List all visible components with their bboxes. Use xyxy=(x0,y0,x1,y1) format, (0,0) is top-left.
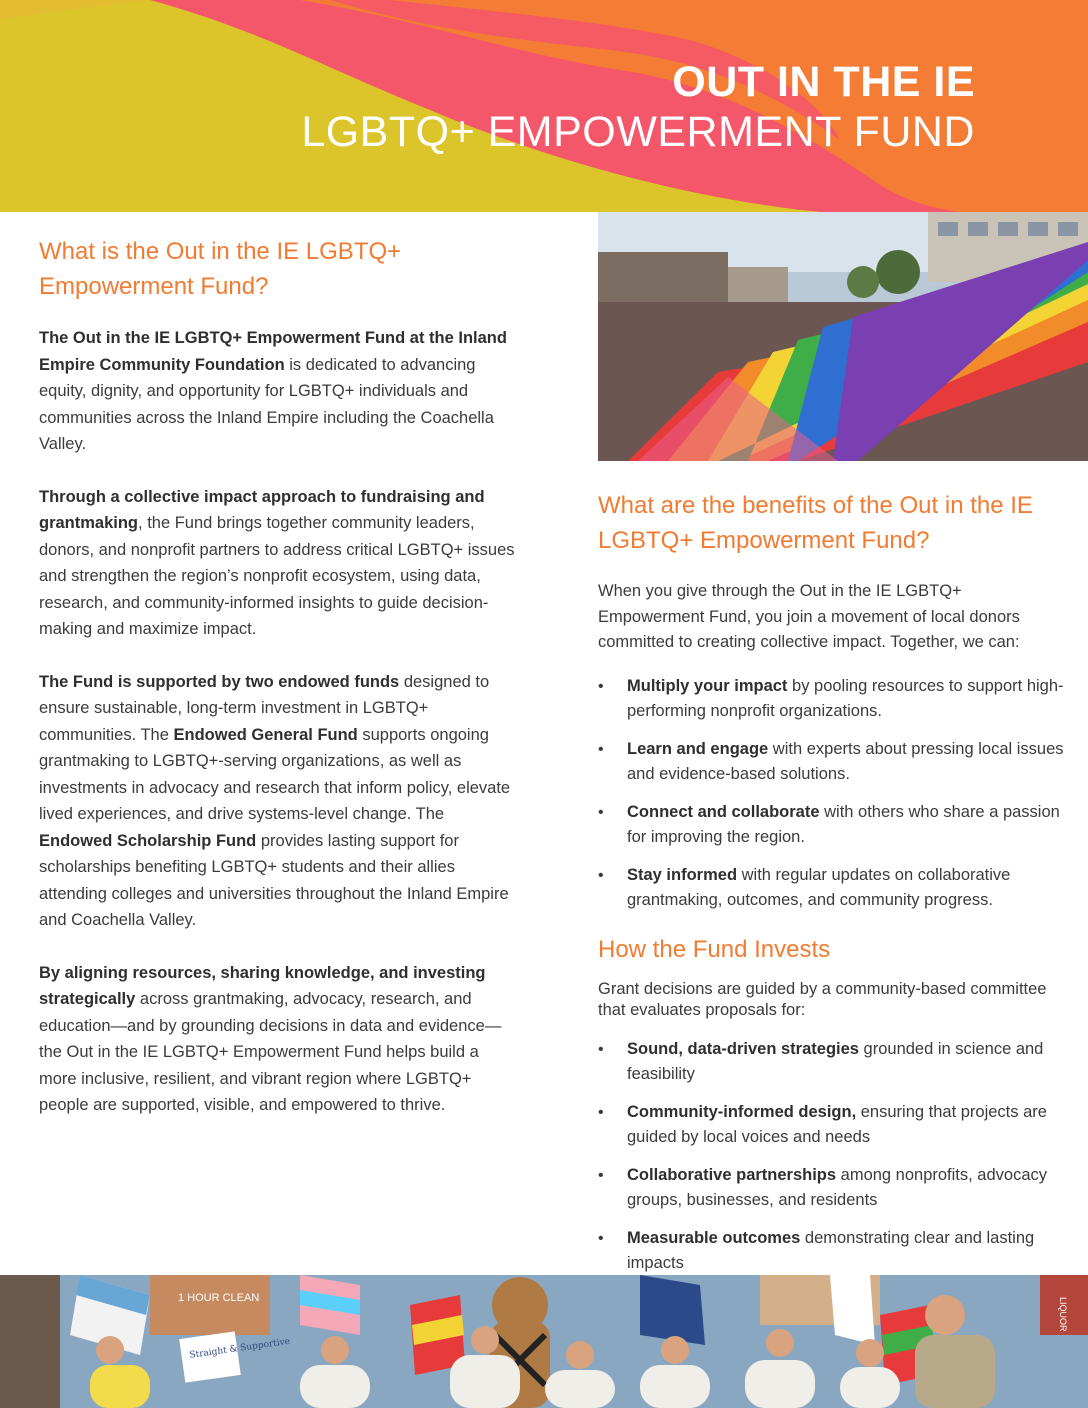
bold-text: The Out in the IE LGBTQ+ Empowerment Fund at the Inland Empire Community Foundation xyxy=(39,329,507,374)
body-text: demonstrating clear and lasting impacts xyxy=(627,1228,1035,1272)
body-text: ensuring that projects are guided by local voices and needs xyxy=(627,1102,1047,1146)
bold-text: Measurable outcomes xyxy=(627,1228,801,1247)
bold-text: Learn and engage xyxy=(627,739,769,758)
bold-text: The Fund is supported by two endowed funds xyxy=(39,672,400,691)
parade-marchers-photo xyxy=(0,1275,1088,1408)
bold-text: Endowed General Fund xyxy=(173,725,358,744)
benefits-list xyxy=(598,674,1068,914)
body-text: with regular updates on collaborative grantmaking, outcomes, and community progress. xyxy=(627,865,1011,909)
benefits-intro: When you give through the Out in the IE LGBTQ+ Empowerment Fund, you join a movement of local donors committed to creating collective impact. Together, we can: xyxy=(598,582,1020,651)
bold-text: By aligning resources, sharing knowledge, and investing strategically xyxy=(39,963,486,1008)
bold-text: Community-informed design, xyxy=(627,1102,857,1121)
heading-how-fund-invests: How the Fund Invests xyxy=(598,935,831,963)
bullet-icon: • xyxy=(598,677,604,695)
list-item xyxy=(598,863,1068,914)
bold-text: Connect and collaborate xyxy=(627,802,820,821)
body-text: among nonprofits, advocacy groups, businesses, and residents xyxy=(627,1165,1048,1209)
list-item xyxy=(598,1226,1068,1277)
right-column xyxy=(598,488,1068,1295)
heading-benefits: What are the benefits of the Out in the IE LGBTQ+ Empowerment Fund? xyxy=(598,492,1033,554)
page-title: OUT IN THE IE xyxy=(672,58,975,106)
marchers-image xyxy=(0,1275,1088,1408)
body-text: grounded in science and feasibility xyxy=(627,1039,1044,1083)
bullet-icon: • xyxy=(598,1229,604,1247)
bold-text: Endowed Scholarship Fund xyxy=(39,831,257,850)
paragraph-aligning-resources xyxy=(39,960,517,1119)
body-text: provides lasting support for scholarships benefiting LGBTQ+ students and their allies attending colleges and universities throughout the Inland Empire and Coachella Valley. xyxy=(39,831,509,929)
rainbow-flag-image xyxy=(598,212,1088,461)
pride-parade-photo xyxy=(598,212,1088,461)
heading-what-is-fund: What is the Out in the IE LGBTQ+ Empowerment Fund? xyxy=(39,238,402,300)
bold-text: Through a collective impact approach to fundraising and grantmaking xyxy=(39,487,485,532)
bullet-icon: • xyxy=(598,866,604,884)
list-item xyxy=(598,800,1068,851)
protest-sign-text: Straight & Supportive xyxy=(188,1336,291,1361)
page-subtitle: LGBTQ+ EMPOWERMENT FUND xyxy=(301,108,975,156)
body-text: with experts about pressing local issues and evidence-based solutions. xyxy=(627,739,1064,783)
bullet-icon: • xyxy=(598,803,604,821)
list-item xyxy=(598,1100,1068,1151)
body-text: designed to ensure sustainable, long-term investment in LGBTQ+ communities. The xyxy=(39,672,490,744)
bold-text: Sound, data-driven strategies xyxy=(627,1039,859,1058)
bullet-icon: • xyxy=(598,1103,604,1121)
bullet-icon: • xyxy=(598,740,604,758)
body-text: by pooling resources to support high-performing nonprofit organizations. xyxy=(627,676,1064,720)
header-banner xyxy=(0,0,1088,212)
list-item xyxy=(598,1037,1068,1088)
bold-text: Collaborative partnerships xyxy=(627,1165,837,1184)
list-item xyxy=(598,1163,1068,1214)
bold-text: Stay informed xyxy=(627,865,738,884)
storefront-sign-text: 1 HOUR CLEAN xyxy=(178,1292,260,1304)
bullet-icon: • xyxy=(598,1040,604,1058)
paragraph-about-fund xyxy=(39,325,517,458)
bullet-icon: • xyxy=(598,1166,604,1184)
bold-text: Multiply your impact xyxy=(627,676,788,695)
store-sign-text: LIQUOR xyxy=(1058,1297,1068,1332)
body-text: is dedicated to advancing equity, dignity, and opportunity for LGBTQ+ individuals and communities across the Inland Empire including the Coachella Valley. xyxy=(39,355,494,453)
body-text: , the Fund brings together community leaders, donors, and nonprofit partners to address critical LGBTQ+ issues and strengthen the region’s nonprofit ecosystem, using data, research, and community-informed insights to guide decision-making and maximize impact. xyxy=(39,514,515,638)
paragraph-collective-impact xyxy=(39,484,517,643)
paragraph-endowed-funds xyxy=(39,669,517,934)
list-item xyxy=(598,674,1068,725)
left-column xyxy=(39,234,517,1145)
body-text: across grantmaking, advocacy, research, and education—and by grounding decisions in data and evidence—the Out in the IE LGBTQ+ Empowerment Fund helps build a more inclusive, resilient, and vibrant region where LGBTQ+ people are supported, visible, and empowered to thrive. xyxy=(39,990,502,1114)
list-item xyxy=(598,737,1068,788)
body-text: supports ongoing grantmaking to LGBTQ+-serving organizations, as well as investments in advocacy and research that inform policy, elevate lived experiences, and drive systems-level change. The xyxy=(39,725,511,823)
invests-list xyxy=(598,1037,1068,1277)
body-text: with others who share a passion for improving the region. xyxy=(627,802,1060,846)
invests-intro: Grant decisions are guided by a community-based committee that evaluates proposals for: xyxy=(598,979,1047,1019)
